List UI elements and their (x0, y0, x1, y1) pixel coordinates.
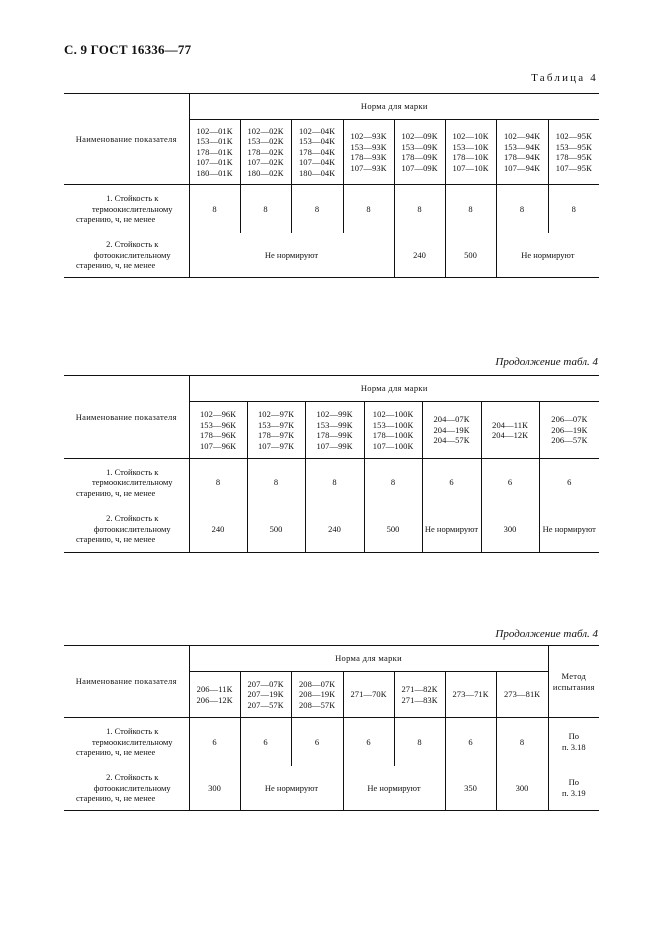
grade-codes: 102—09К 153—09К 178—09К 107—09К (401, 131, 438, 173)
value-cell: 8 (189, 459, 247, 506)
value-cell: 350 (445, 766, 496, 811)
grade-header (364, 402, 422, 459)
name-column-header: Наименование показателя (64, 94, 189, 185)
value-cell: 8 (496, 185, 548, 233)
grade-header (189, 402, 247, 459)
grade-codes: 206—07К 206—19К 206—57К (551, 414, 588, 446)
grade-codes: 102—93К 153—93К 178—93К 107—93К (350, 131, 387, 173)
grade-header (247, 402, 305, 459)
norm-header: Норма для марки (189, 646, 548, 672)
value-cell: Не нормируют (343, 766, 445, 811)
table-4-continued-1 (64, 375, 599, 553)
grade-header (240, 672, 291, 718)
row-name (64, 459, 189, 506)
grade-codes: 102—04К 153—04К 178—04К 107—04К 180—04К (298, 125, 336, 178)
value-cell: 6 (291, 718, 343, 766)
grade-header (240, 120, 291, 185)
grade-header (291, 672, 343, 718)
row-name-text: 2. Стойкость к фотоокислительному старению, ч, не менее (76, 239, 171, 270)
value-cell: 8 (240, 185, 291, 233)
value-cell: 500 (247, 506, 305, 553)
grade-header (305, 402, 364, 459)
value-cell: 500 (364, 506, 422, 553)
grade-codes: 271—82К 271—83К (401, 684, 438, 705)
grade-codes: 102—02К 153—02К 178—02К 107—02К 180—02К (247, 125, 284, 178)
value-cell: 240 (189, 506, 247, 553)
grade-codes: 207—07К 207—19К 207—57К (247, 678, 284, 710)
value-cell: 8 (571, 203, 576, 214)
grade-codes: 204—11К 204—12К (491, 419, 529, 440)
grade-header (496, 672, 548, 718)
grade-header (548, 120, 599, 185)
grade-codes: 208—07К 208—19К 208—57К (298, 678, 336, 710)
grade-codes: 271—70К (350, 689, 387, 700)
value-cell: 8 (291, 185, 343, 233)
grade-codes: 102—97К 153—97К 178—97К 107—97К (257, 409, 295, 451)
row-name (64, 185, 189, 233)
value-cell: 8 (496, 718, 548, 766)
value-cell: 8 (394, 185, 445, 233)
grade-header (394, 672, 445, 718)
grade-codes: 273—71К (452, 689, 489, 700)
norm-header: Норма для марки (189, 376, 599, 402)
value-cell: 240 (305, 506, 364, 553)
value-cell: Не нормируют (240, 766, 343, 811)
grade-codes: 102—100К 153—100К 178—100К 107—100К (372, 409, 414, 451)
grade-codes: 273—81К (503, 689, 541, 700)
name-column-header: Наименование показателя (64, 376, 189, 459)
grade-header (189, 120, 240, 185)
value-cell: 6 (240, 718, 291, 766)
value-cell: 6 (481, 459, 539, 506)
value-cell: Не нормируют (422, 506, 481, 553)
value-cell: 8 (247, 459, 305, 506)
grade-header (189, 672, 240, 718)
row-name (64, 766, 189, 811)
row-name-text: 2. Стойкость к фотоокислительному старению, ч, не менее (76, 513, 171, 544)
value-cell: 8 (343, 185, 394, 233)
name-column-header: Наименование показателя (64, 646, 189, 718)
method-cell: По п. 3.19 (548, 766, 599, 811)
grade-codes: 102—99К 153—99К 178—99К 107—99К (316, 409, 353, 451)
value-cell: 6 (343, 718, 394, 766)
table-caption: Таблица 4 (531, 72, 598, 84)
grade-header (343, 120, 394, 185)
value-cell: 8 (189, 185, 240, 233)
value-cell: 8 (394, 718, 445, 766)
value-cell: 6 (422, 459, 481, 506)
value-cell: 8 (445, 185, 496, 233)
value-cell: 8 (305, 459, 364, 506)
value-cell: 6 (189, 718, 240, 766)
value-cell: Не нормируют (496, 233, 599, 278)
grade-codes: 204—07К 204—19К 204—57К (433, 414, 470, 446)
value-cell: 6 (445, 718, 496, 766)
grade-header (343, 672, 394, 718)
grade-header (422, 402, 481, 459)
method-header-text: Метод испытания (552, 671, 595, 692)
grade-header (394, 120, 445, 185)
method-cell: По п. 3.18 (561, 731, 586, 752)
grade-codes: 102—94К 153—94К 178—94К 107—94К (503, 131, 541, 173)
grade-codes: 206—11К 206—12К (196, 684, 233, 705)
table-4 (64, 93, 599, 278)
grade-header (445, 120, 496, 185)
row-name (64, 233, 189, 278)
value-cell: Не нормируют (189, 233, 394, 278)
grade-header (539, 402, 599, 459)
table-4-continued-2 (64, 645, 599, 811)
row-name-text: 1. Стойкость к термоокислительному старению, ч, не менее (76, 726, 173, 757)
row-name-text: 2. Стойкость к фотоокислительному старению, ч, не менее (76, 772, 171, 803)
row-name (64, 506, 189, 553)
grade-codes: 102—01К 153—01К 178—01К 107—01К 180—01К (196, 125, 233, 178)
row-name (64, 718, 189, 766)
table-caption: Продолжение табл. 4 (495, 356, 598, 368)
method-header (548, 646, 599, 718)
value-cell: 500 (445, 233, 496, 278)
grade-header (496, 120, 548, 185)
value-cell: 6 (567, 477, 572, 487)
value-cell: 8 (364, 459, 422, 506)
grade-codes: 102—96К 153—96К 178—96К 107—96К (199, 409, 237, 451)
grade-header (445, 672, 496, 718)
value-cell: 240 (394, 233, 445, 278)
value-cell: 300 (481, 506, 539, 553)
table-caption: Продолжение табл. 4 (495, 628, 598, 640)
row-name-text: 1. Стойкость к термоокислительному старению, ч, не менее (76, 466, 173, 498)
grade-header (291, 120, 343, 185)
value-cell: 300 (496, 766, 548, 811)
row-name-text: 1. Стойкость к термоокислительному старению, ч, не менее (76, 193, 173, 224)
page-header: С. 9 ГОСТ 16336—77 (64, 42, 192, 57)
value-cell: 300 (189, 766, 240, 811)
value-cell: Не нормируют (539, 506, 599, 553)
grade-header (481, 402, 539, 459)
norm-header: Норма для марки (189, 94, 599, 120)
grade-codes: 102—10К 153—10К 178—10К 107—10К (452, 131, 489, 173)
grade-codes: 102—95К 153—95К 178—95К 107—95К (555, 131, 592, 173)
